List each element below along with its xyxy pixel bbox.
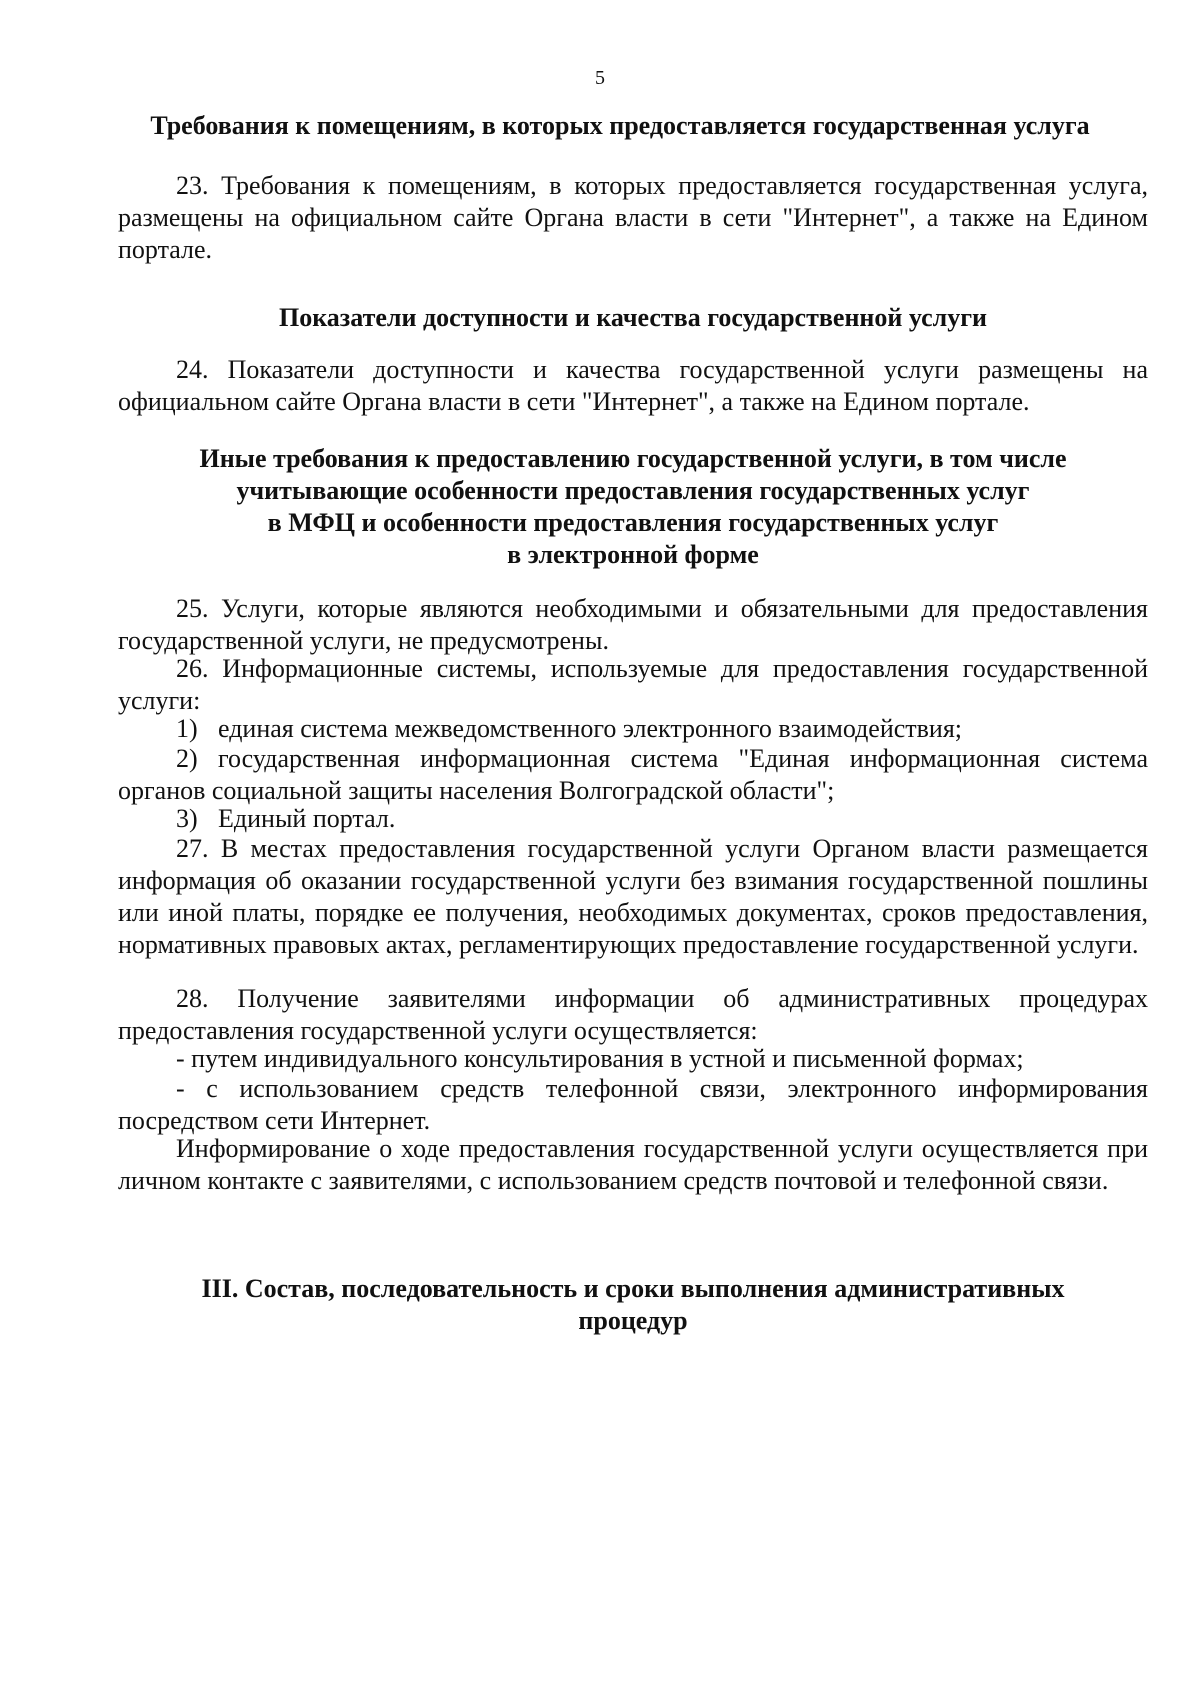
paragraph-28-item-1: - путем индивидуального консультирования в устной и письменной формах; xyxy=(176,1044,1024,1073)
list-item-3-number: 3) xyxy=(176,804,198,833)
paragraph-24: 24. Показатели доступности и качества государственной услуги размещены на официальном сайте Органа власти в сети "Интернет", а также на Едином портале. xyxy=(118,355,1148,416)
paragraph-26: 26. Информационные системы, используемые для предоставления государственной услуги: xyxy=(118,654,1148,715)
paragraph-23: 23. Требования к помещениям, в которых предоставляется государственная услуга, размещены на официальном сайте Органа власти в сети "Интернет", а также на Едином портале. xyxy=(118,171,1148,264)
paragraph-informing: Информирование о ходе предоставления государственной услуги осуществляется при личном контакте с заявителями, с использованием средств почтовой и телефонной связи. xyxy=(118,1134,1148,1195)
list-item-2-text: государственная информационная система "Единая информационная система органов социальной защиты населения Волгоградской области"; xyxy=(118,744,1148,805)
list-item-1 xyxy=(118,713,1148,745)
list-item-2-number: 2) xyxy=(176,744,198,773)
heading-premises: Требования к помещениям, в которых предоставляется государственная услуга xyxy=(150,111,1090,140)
heading-indicators: Показатели доступности и качества государственной услуги xyxy=(278,303,988,332)
heading-section-3-line-1: III. Состав, последовательность и сроки выполнения административных xyxy=(201,1274,1065,1303)
heading-other-line-3: в МФЦ и особенности предоставления государственных услуг xyxy=(267,508,999,537)
list-item-3 xyxy=(118,803,1148,835)
heading-other-line-4: в электронной форме xyxy=(507,540,759,569)
list-item-1-text: единая система межведомственного электронного взаимодействия; xyxy=(218,714,963,743)
paragraph-28-item-2: - с использованием средств телефонной связи, электронного информирования посредством сети Интернет. xyxy=(118,1074,1148,1135)
list-item-1-number: 1) xyxy=(176,714,198,743)
heading-section-3-line-2: процедур xyxy=(578,1306,688,1335)
paragraph-25: 25. Услуги, которые являются необходимыми и обязательными для предоставления государственной услуги, не предусмотрены. xyxy=(118,594,1148,655)
heading-other-line-1: Иные требования к предоставлению государственной услуги, в том числе xyxy=(199,444,1067,473)
list-item-2 xyxy=(118,743,1148,807)
list-item-3-text: Единый портал. xyxy=(218,804,396,833)
heading-other-line-2: учитывающие особенности предоставления государственных услуг xyxy=(236,476,1030,505)
paragraph-27: 27. В местах предоставления государственной услуги Органом власти размещается информация об оказании государственной услуги без взимания государственной пошлины или иной платы, порядке ее получения, необходимых документах, сроков предоставления, нормативных правовых актах, регламентирующих предоставление государственной услуги. xyxy=(118,834,1148,959)
paragraph-28: 28. Получение заявителями информации об административных процедурах предоставления государственной услуги осуществляется: xyxy=(118,984,1148,1045)
page-number: 5 xyxy=(595,67,605,89)
